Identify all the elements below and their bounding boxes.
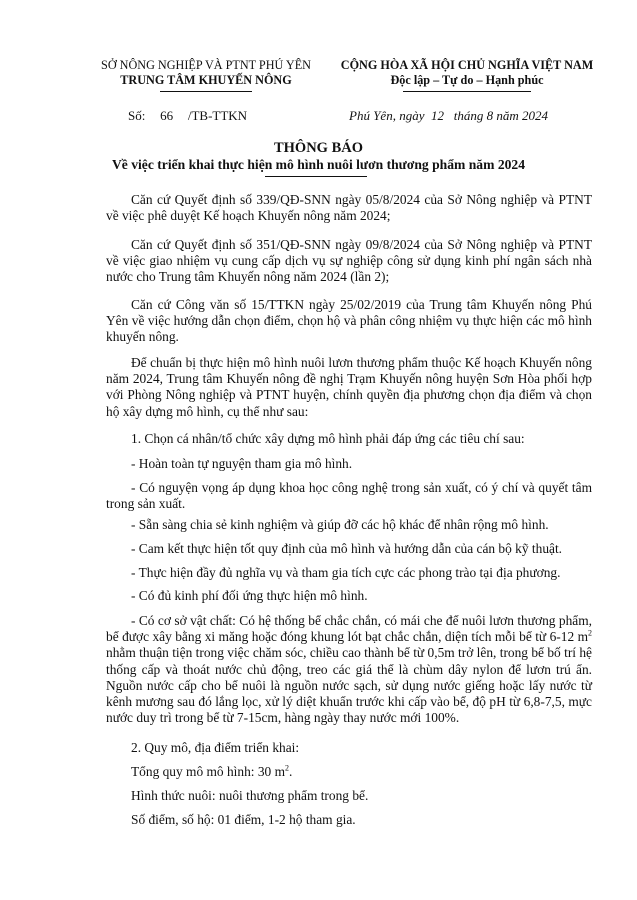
criterion-7: [106, 613, 592, 726]
org-name: TRUNG TÂM KHUYẾN NÔNG: [120, 73, 292, 87]
criterion-7-part-b: nhằm thuận tiện trong việc chăm sóc, chiều cao thành bể từ 0,5m trở lên, trong bể bố trí hệ thống cấp và thoát nước chủ động, treo các giá thể là chùm dây nylon để lươn trú ẩn. Nguồn nước cấp cho bể nuôi là nguồn nước sạch, sử dụng nước giếng hoặc lấy nước từ kênh mương sau đó lắng lọc, xử lý diệt khuẩn trước khi cấp vào bể, độ pH từ 6,8-7,5, mực nước duy trì trong bể từ 7-15cm, hàng ngày thay nước mới 100%.: [106, 645, 592, 726]
points-households: Số điểm, số hộ: 01 điểm, 1-2 hộ tham gia.: [131, 812, 356, 827]
criterion-6: - Có đủ kinh phí đối ứng thực hiện mô hình.: [131, 588, 368, 603]
doc-title: THÔNG BÁO: [273, 140, 364, 156]
criterion-4: - Cam kết thực hiện tốt quy định của mô hình và hướng dẫn của cán bộ kỹ thuật.: [131, 541, 563, 556]
scale-total: [131, 764, 292, 780]
section-1-heading: 1. Chọn cá nhân/tổ chức xây dựng mô hình phải đáp ứng các tiêu chí sau:: [131, 431, 525, 446]
criterion-3: - Sẵn sàng chia sẻ kinh nghiệm và giúp đỡ các hộ khác để nhân rộng mô hình.: [131, 517, 549, 532]
number-label: Số:: [128, 108, 146, 123]
number-value: 66: [160, 108, 174, 123]
doc-subtitle: Về việc triển khai thực hiện mô hình nuôi lươn thương phẩm năm 2024: [111, 157, 526, 172]
criterion-5: - Thực hiện đầy đủ nghĩa vụ và tham gia tích cực các phong trào tại địa phương.: [131, 565, 561, 580]
paragraph-intro: Để chuẩn bị thực hiện mô hình nuôi lươn thương phẩm thuộc Kế hoạch Khuyến nông năm 2024, Trung tâm Khuyến nông đề nghị Trạm Khuyến nông huyện Sơn Hòa phối hợp với Phòng Nông nghiệp và PTNT huyện, chính quyền địa phương chọn địa điểm và chọn hộ xây dựng mô hình, cụ thể như sau:: [106, 355, 592, 419]
paragraph-basis-2: Căn cứ Quyết định số 351/QĐ-SNN ngày 09/8/2024 của Sở Nông nghiệp và PTNT về việc giao nhiệm vụ cung cấp dịch vụ sự nghiệp công sử dụng kinh phí ngân sách nhà nước cho Trung tâm Khuyến nông năm 2024 (lần 2);: [106, 237, 592, 285]
place-date: Phú Yên, ngày 12 tháng 8 năm 2024: [349, 108, 548, 123]
paragraph-basis-3: Căn cứ Công văn số 15/TTKN ngày 25/02/2019 của Trung tâm Khuyến nông Phú Yên về việc hướng dẫn chọn điểm, chọn hộ và phân công nhiệm vụ thực hiện các mô hình khuyến nông.: [106, 297, 592, 345]
document-number: [128, 108, 247, 124]
criterion-7-part-a: - Có cơ sở vật chất: Có hệ thống bể chắc chắn, có mái che để nuôi lươn thương phẩm, bể được xây bằng xi măng hoặc đóng khung lót bạt chắc chắn, diện tích mỗi bể từ 6-12 m: [106, 613, 592, 645]
org-underline: [160, 91, 252, 92]
motto-underline: [403, 91, 531, 92]
criterion-2: - Có nguyện vọng áp dụng khoa học công nghệ trong sản xuất, có ý chí và quyết tâm trong sản xuất.: [106, 480, 592, 512]
org-parent: SỞ NÔNG NGHIỆP VÀ PTNT PHÚ YÊN: [101, 58, 311, 72]
scale-text: Tổng quy mô mô hình: 30 m: [131, 764, 285, 779]
section-2-heading: 2. Quy mô, địa điểm triển khai:: [131, 740, 300, 755]
number-suffix: /TB-TTKN: [187, 108, 248, 123]
criterion-7-superscript: 2: [588, 628, 592, 638]
nation-title: CỘNG HÒA XÃ HỘI CHỦ NGHĨA VIỆT NAM: [340, 58, 594, 72]
paragraph-basis-1: Căn cứ Quyết định số 339/QĐ-SNN ngày 05/8/2024 của Sở Nông nghiệp và PTNT về việc phê duyệt Kế hoạch Khuyến nông năm 2024;: [106, 192, 592, 224]
nation-motto: Độc lập – Tự do – Hạnh phúc: [390, 73, 544, 87]
scale-period: .: [289, 764, 293, 779]
scale-superscript: 2: [285, 763, 289, 773]
criterion-1: - Hoàn toàn tự nguyện tham gia mô hình.: [131, 456, 353, 471]
farming-form: Hình thức nuôi: nuôi thương phẩm trong bể.: [131, 788, 369, 803]
subtitle-underline: [265, 176, 367, 177]
